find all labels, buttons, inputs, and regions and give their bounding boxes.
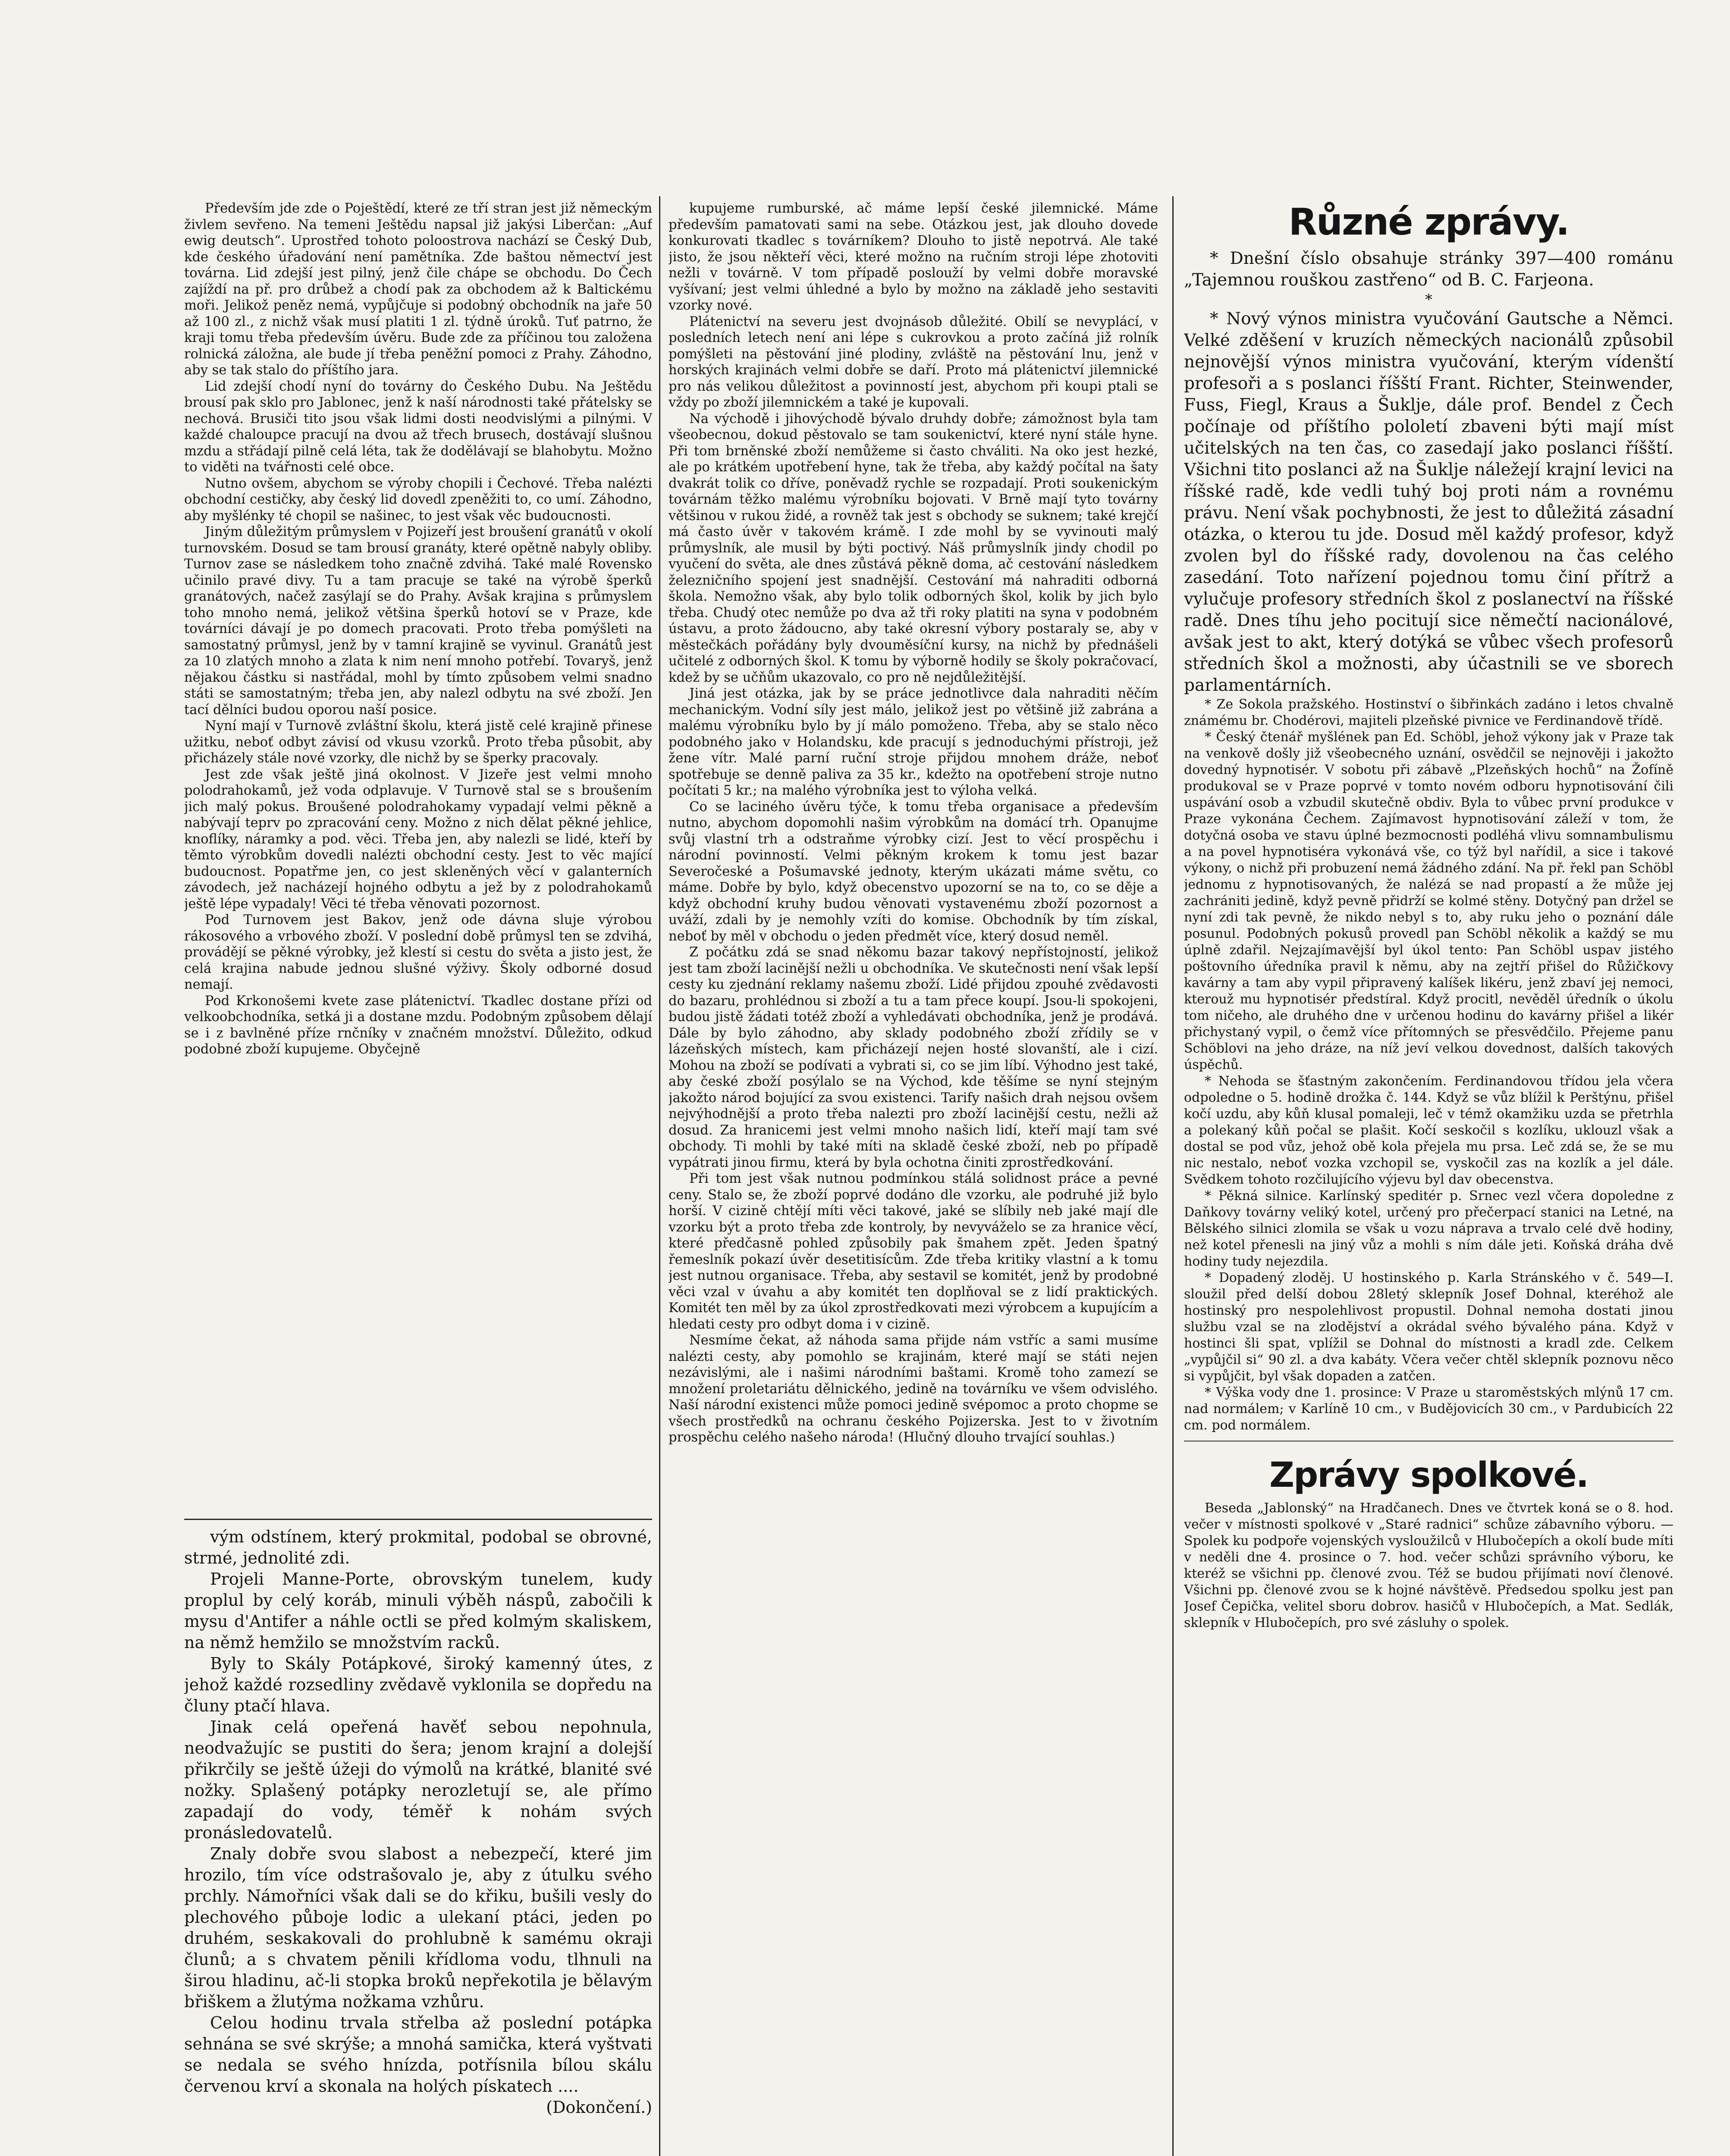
news-item: * Dnešní číslo obsahuje stránky 397—400 románu „Tajemnou rouškou zastřeno“ od B. C. Farjeona. xyxy=(1184,249,1673,290)
feuilleton-column xyxy=(184,1526,652,2156)
paragraph: Co se laciného úvěru týče, k tomu třeba organisace a především nutno, abychom dopomohli našim výrobkům na domácí trh. Opanujme svůj vlastní trh a odstraňme výrobky cizí. Jest to věcí prospěchu i národní povinností. Velmi pěkným krokem k tomu jest bazar Severočeské a Pošumavské jednoty, kterým ukázati máme světu, co máme. Dobře by bylo, když obecenstvo upozorní se na to, co se děje a když obchodní kruhy budou věnovati vystavenému zboží pozornost a uváží, zdali by je nemohly vzíti do komise. Obchodník by tím získal, neboť by měl v obchodu o jeden předmět více, který dosud neměl. xyxy=(669,799,1158,944)
continuation-note: (Dokončení.) xyxy=(546,2098,652,2117)
paragraph: vým odstínem, který prokmital, podobal se obrovné, strmé, jednolité zdi. xyxy=(184,1527,652,1567)
separator-star: * xyxy=(1425,291,1432,308)
paragraph: Jiným důležitým průmyslem v Pojizeří jest broušení granátů v okolí turnovském. Dosud se tam brousí granáty, které opětně nabyly obliby. Turnov zase se následkem toho značně zdvihá. Také malé Rovensko učinilo pravé divy. Tu a tam pracuje se také na výrobě šperků granátových, načež zasýlají se do Prahy. Avšak krajina s průmyslem toho mnoho nemá, jelikož většina šperků hotoví se v Praze, kde továrníci dávají je po domech pracovati. Proto třeba pomýšleti na samostatný průmysl, jenž by v tamní krajině se vyvinul. Granátů jest za 10 zlatých mnoho a zlata k nim není mnoho potřebí. Tovaryš, jenž nějakou částku si nastřádal, mohl by tímto způsobem velmi snadno státi se samostatným; třeba jen, aby nalezl odbytu na své zboží. Jen tací dělníci budou oporou naší posice. xyxy=(184,524,652,718)
paragraph: Znaly dobře svou slabost a nebezpečí, které jim hrozilo, tím více odstrašovalo je, aby z útulku svého prchly. Námořníci však dali se do křiku, bušili vesly do plechového půboje lodic a ulekaní ptáci, jeden po druhém, seskakovali do prohlubně k samému okraji člunů; a s chvatem pěnili křídloma vodu, tlhnuli na širou hladinu, ač-li stopka broků nepřekotila je bělavým břiškem a žlutýma nožkama vzhůru. xyxy=(184,1844,652,2011)
news-item: * Český čtenář myšlének pan Ed. Schöbl, jehož výkony jak v Praze tak na venkově došly již všeobecného uznání, osvědčil se nejnověji i jakožto dovedný hypnotisér. V sobotu při zábavě „Plzeňských hochů“ na Žofíně produkoval se v Praze poprvé v tomto novém odboru hypnotisování čili uspávání osob a vzbudil skutečně obdiv. Byla to vůbec první produkce v Praze vykonána Čechem. Zajímavost hypnotisování záleží v tom, že dotyčná osoba ve stavu úplné bezmocnosti podléhá vlivu somnambulismu a na povel hypnotiséra vykonává vše, co týž byl nařídil, a sice i takové výkony, o nichž při probuzení nemá žádného zdání. Na př. řekl pan Schöbl jednomu z hypnotisovaných, že nalézá se nad propastí a že může jej zachrániti jedině, když pevně přidrží se kolmé stěny. Dotyčný pan držel se nyní zdi tak pevně, že nikdo nebyl s to, aby ruku jeho o poznání dále posunul. Podobných pokusů provedl pan Schöbl několik a každý se mu úplně zdařil. Nejzajímavější byl úkol tento: Pan Schöbl uspav jistého poštovního úředníka pravil k němu, aby na zejtří přišel do Růžičkovy kavárny a tam aby vypil připravený kalíšek likéru, jenž zbaví jej nemoci, kterouž mu hypnotisér předstíral. Když procitl, nevěděl úředník o úkolu tom ničeho, ale druhého dne v určenou hodinu do kavárny přišel a likér přichystaný vypil, o čemž více přítomných se přesvědčilo. Přejeme panu Schöblovi na jeho dráze, na níž jeví velkou dovednost, dalších takových úspěchů. xyxy=(1184,730,1673,1072)
paragraph: Při tom jest však nutnou podmínkou stálá solidnost práce a pevné ceny. Stalo se, že zboží poprvé dodáno dle vzorku, ale podruhé již bylo horší. V cizině chtějí míti věci takové, jaké se slíbily neb jaké mají dle vzorku být a proto třeba zde kontroly, by nevyváželo se za hranice věcí, které předčasně pohled způsobily pak šmahem zpět. Jeden špatný řemeslník pokazí úvěr desetitisícům. Zde třeba kritiky vlastní a k tomu jest nutnou organisace. Třeba, aby sestavil se komitét, jenž by prodobné věci vzal v úvahu a aby komitét ten doplňoval se z lidí praktických. Komitét ten měl by za úkol zprostředkovati mezi výrobcem a kupujícím a hledati cesty pro odbyt doma i v cizině. xyxy=(669,1171,1158,1332)
column-divider-left xyxy=(659,196,660,2156)
news-item: * Ze Sokola pražského. Hostinství o šibřinkách zadáno i letos chvalně známému br. Chodérovi, majiteli plzeňské pivnice ve Ferdinandově třídě. xyxy=(1184,697,1673,728)
paragraph: Na východě i jihovýchodě bývalo druhdy dobře; zámožnost byla tam všeobecnou, dokud pěstovalo se tam soukenictví, které nyní stále hyne. Při tom brněnské zboží nemůžeme si často chváliti. Na oko jest hezké, ale po krátkém upotřebení hyne, tak že třeba, aby každý počítal na šaty dvakrát tolik co dříve, poněvadž rychle se rozpadají. Proti soukenickým továrnám těžko malému výrobníku bojovati. V Brně mají tyto továrny většinou v rukou židé, a rovněž tak jest s obchody se suknem; také krejčí má často úvěr v takovém krámě. I zde mohl by se vyvinouti malý průmyslník, ale musil by býti poctivý. Náš průmyslník jindy chodil po vyučení do světa, ale dnes zůstává pěkně doma, ač cestování následkem železničního spojení jest snadnější. Cestování má nahraditi odborná škola. Nemožno však, aby bylo tolik odborných škol, kolik by jich bylo třeba. Chudý otec nemůže po dva až tři roky platiti na syna v podobném ústavu, a proto žádoucno, aby také okresní výbory postaraly se, aby v městečkách pořádány byly dvouměsíční kursy, na nichž by přednášeli učitelé z odborných škol. K tomu by výborně hodily se školy pokračovací, kdež by se učňům ukazovalo, co pro ně nejdůležitější. xyxy=(669,411,1158,685)
paragraph: Lid zdejší chodí nyní do továrny do Českého Dubu. Na Ještědu brousí pak sklo pro Jablonec, jenž k naší národnosti také přátelsky se nechová. Brusiči tito jsou však lidmi dosti neodvislými a pilnými. V každé chaloupce pracují na dvou až třech brusech, dostávají slušnou mzdu a střádají pilně celá léta, tak že dodělávají se blahobytu. Možno to viděti na tvářnosti celé obce. xyxy=(184,379,652,475)
news-item: * Výška vody dne 1. prosince: V Praze u staroměstských mlýnů 17 cm. nad normálem; v Karlíně 10 cm., v Budějovicích 30 cm., v Pardubicích 22 cm. pod normálem. xyxy=(1184,1385,1673,1433)
paragraph: Z počátku zdá se snad někomu bazar takový nepřístojností, jelikož jest tam zboží lacinější nežli u obchodníka. Ve skutečnosti není však lepší cesty ku zjednání reklamy našemu zboží. Lidé přijdou zpouhé zvědavosti do bazaru, prohlédnou si zboží a tu a tam přece koupí. Jsou-li spokojeni, budou jistě žádati totéž zboží a vyhledávati obchodníka, jenž je prodává. Dále by bylo záhodno, aby sklady podobného zboží zřídily se v lázeňských místech, kam přicházejí nejen hosté slovanští, ale i cizí. Mohou na zboží se podívati a vybrati si, co se jim líbí. Výhodno jest také, aby české zboží posýlalo se na Východ, kde těšíme se nyní stejným jakožto národ bojující za svou existenci. Tarify našich drah nejsou ovšem nejvýhodnější a proto třeba nalezti pro zboží lacinější cestu, nežli až dosud. Za hranicemi jest velmi mnoho našich lidí, kteří mají tam své obchody. Ti mohli by také míti na skladě české zboží, neb po případě vypátrati jinou firmu, která by byla ochotna činiti zprostředkování. xyxy=(669,945,1158,1170)
news-lead xyxy=(1184,248,1673,696)
paragraph: Jiná jest otázka, jak by se práce jednotlivce dala nahraditi něčím mechanickým. Vodní síly jest málo, jelikož jest po většině již zabrána a malému výrobníku bylo by jí málo pomoženo. Třeba, aby se stalo něco podobného jako v Holandsku, kde pracují s jednoduchými přístroji, jež žene vítr. Malé parní ruční stroje přijdou mnohem dráže, neboť spotřebuje se denně paliva za 35 kr., kdežto na opotřebení stroje nutno počítati 5 kr.; na malého výrobníka jest to výloha velká. xyxy=(669,686,1158,798)
paragraph: Celou hodinu trvala střelba až poslední potápka sehnána se své skrýše; a mnohá samička, která vyštvati se nedala se svého hnízda, potřísnila bílou skálu červenou krví a skonala na holých pískatech .... xyxy=(184,2013,652,2096)
section-rule xyxy=(1184,1441,1673,1442)
section-heading-news: Různé zprávy. xyxy=(1288,201,1569,244)
column-1 xyxy=(184,201,652,1520)
news-item: * Pěkná silnice. Karlínský speditér p. Srnec vezl včera dopoledne z Daňkovy továrny veliký kotel, určený pro přečerpací stanici na Letné, na Bělského silnici zlomila se však u vozu náprava a trvalo celé dvě hodiny, než kotel přenesli na jiný vůz a mohli s ním dále jeti. Koňská dráha dvě hodiny tudy nejezdila. xyxy=(1184,1188,1673,1269)
paragraph: kupujeme rumburské, ač máme lepší české jilemnické. Máme především pamatovati sami na sebe. Otázkou jest, jak dlouho dovede konkurovati tkadlec s továrníkem? Dlouho to jistě nepotrvá. Ale také jisto, že jsou někteří věci, které možno na ručním stroji lépe zhotoviti nežli v továrně. V tom případě poslouží by velmi dobře moravské vyšívaní; jest velmi úhledné a bylo by možno na základě jeho sestaviti vzorky nové. xyxy=(669,201,1158,313)
section-heading-clubs: Zprávy spolkové. xyxy=(1269,1455,1588,1495)
news-item: * Nový výnos ministra vyučování Gautsche a Němci. Velké zděšení v kruzích německých nacionálů způsobil nejnovější výnos ministra vyučování, kterým vídenští profesoři a s poslanci říšští Frant. Richter, Steinwender, Fuss, Fiegl, Kraus a Šuklje, dále prof. Bendel z Čech počínaje od příštího pololetí zbaveni býti mají míst učitelských na ten čas, co zasedají jako poslanci říšští. Všichni tito poslanci až na Šuklje náležejí krajní levici na říšské radě, kde vedli tuhý boj proti nám a rovnému právu. Není však pochybnosti, že jest to důležitá zásadní otázka, o kterou tu jde. Dosud měl každý profesor, když zvolen byl do říšské rady, dovolenou na čas celého zasedání. Toto nařízení pojednou tomu činí přítrž a vylučuje profesory středních škol z poslanectví na říšské radě. Dnes tíhu jeho pocitují sice němečtí nacionálové, avšak jest to akt, který dotýká se vůbec všech profesorů středních škol a možnosti, aby účastnili se ve sborech parlamentárních. xyxy=(1184,309,1673,695)
news-list xyxy=(1184,696,1673,1434)
paragraph: Jinak celá opeřená havěť sebou nepohnula, neodvažujíc se pustiti do šera; jenom krajní a dolejší přikrčily se ještě úžeji do výmolů na krátké, blanité své nožky. Splašený potápky nerozletují se, ale přímo zapadají do vody, téměř k nohám svých pronásledovatelů. xyxy=(184,1717,652,1842)
paragraph: Projeli Manne-Porte, obrovským tunelem, kudy proplul by celý koráb, minuli výběh náspů, zabočili k mysu d'Antifer a náhle octli se před kolmým skaliskem, na němž hemžilo se množstvím racků. xyxy=(184,1570,652,1652)
column-2 xyxy=(669,201,1158,2156)
paragraph: Byly to Skály Potápkové, široký kamenný útes, z jehož každé rozsedliny zvědavě vyklonila se dopředu na čluny ptačí hlava. xyxy=(184,1654,652,1715)
paragraph: Plátenictví na severu jest dvojnásob důležité. Obilí se nevyplácí, v posledních letech není ani lépe s cukrovkou a proto začíná již rolník pomýšleti na pěstování jiné plodiny, zvláště na pěstování lnu, jenž v horských krajinách velmi dobře se daří. Proto má plátenictví jilemnické pro nás velikou důležitost a povinností jest, abychom při koupi ptali se vždy po zboží jilemnickém a také je kupovali. xyxy=(669,314,1158,410)
paragraph: Nyní mají v Turnově zvláštní školu, která jistě celé krajině přinese užitku, neboť odbyt závisí od vkusu vzorků. Proto třeba působit, aby přicházely stále nové vzorky, dle nichž by se šperky pracovaly. xyxy=(184,718,652,766)
paragraph: Nesmíme čekat, až náhoda sama přijde nám vstříc a sami musíme nalézti cesty, aby pomohlo se krajinám, které mají se státi nejen nezávislými, ale i našimi národními baštami. Kromě toho zamezí se množení proletariátu dělnického, jedině na továrníku ve všem odvislého. Naší národní existenci může pomoci jedině svépomoc a proto chopme se všech prostředků na ochranu českého Pojizerska. Jest to v životním prospěchu celého našeho národa! (Hlučný dlouho trvající souhlas.) xyxy=(669,1333,1158,1445)
clubs-list xyxy=(1184,1500,1673,1631)
column-divider-right xyxy=(1172,196,1174,2156)
paragraph: Nutno ovšem, abychom se výroby chopili i Čechové. Třeba nalézti obchodní cestičky, aby český lid dovedl zpeněžiti to, co umí. Záhodno, aby myšlénky té chopil se našinec, to jest však věc budoucnosti. xyxy=(184,476,652,523)
news-item: * Nehoda se šťastným zakončením. Ferdinandovou třídou jela včera odpoledne o 5. hodině drožka č. 144. Když se vůz blížil k Perštýnu, přišel kočí uzdu, aby kůň klusal pomaleji, leč v témž okamžiku uzda se přetrhla a polekaný kůň počal se plašit. Kočí seskočil s kozlíku, uklouzl však a dostal se pod vůz, jehož obě kola přejela mu prsa. Leč zdá se, že se mu nic nestalo, neboť vozka vzchopil se, vyskočil zas na kozlík a jel dále. Svědkem tohoto rozčilujícího výjevu byl dav obecenstva. xyxy=(1184,1074,1673,1187)
club-item: Beseda „Jablonský“ na Hradčanech. Dnes ve čtvrtek koná se o 8. hod. večer v místnosti spolkové v „Staré radnici“ schůze zábavního výboru. — Spolek ku podpoře vojenských vysloužilců v Hlubočepích a okolí bude míti v neděli dne 4. prosince o 7. hod. večer schůzi správního výboru, ke kteréž se všichni pp. členové zvou. Též se budou přijímati noví členové. Všichni pp. členové zvou se k hojné návštěvě. Předsedou spolku jest pan Josef Čepička, velitel sboru dobrov. hasičů v Hlubočepích, a Mat. Sedlák, sklepník v Hlubočepích, pro své zásluhy o spolek. xyxy=(1184,1501,1673,1630)
news-item: * Dopadený zloděj. U hostinského p. Karla Stránského v č. 549—I. sloužil před delší dobou 28letý sklepník Josef Dohnal, kteréhož ale hostinský pro nespolehlivost propustil. Dohnal nemoha dostati jinou službu vzal se na zlodějství a okrádal svého bývalého pána. Když v hostinci šli spat, vplížil se Dohnal do místnosti a kradl zde. Celkem „vypůjčil si“ 90 zl. a dva kabáty. Včera večer chtěl sklepník poznovu něco si vypůjčit, byl však dopaden a zatčen. xyxy=(1184,1270,1673,1384)
paragraph: Pod Krkonošemi kvete zase plátenictví. Tkadlec dostane přízi od velkoobchodníka, setká ji a dostane mzdu. Podobným způsobem dělají se i z bavlněné příze rnčníky v značném množství. Důležito, odkud podobné zboží kupujeme. Obyčejně xyxy=(184,993,652,1057)
paragraph: Jest zde však ještě jiná okolnost. V Jizeře jest velmi mnoho polodrahokamů, jež voda odplavuje. V Turnově stal se s broušením jich malý pokus. Broušené polodrahokamy vypadají velmi pěkně a nabývají teprv po zpracování ceny. Možno z nich dělat pěkné jehlice, knoflíky, náramky a pod. věci. Třeba jen, aby nalezli se lidé, kteří by těmto výrobkům dovedli nalézti obchodní cesty. Jest to věc mající budoucnost. Popatřme jen, co jest skleněných věcí v galanterních závodech, jež nacházejí hojného odbytu a jež by z polodrahokamů ještě lépe vypadaly! Věci té třeba věnovati pozornost. xyxy=(184,767,652,912)
column-3 xyxy=(1184,201,1673,2156)
paragraph: Pod Turnovem jest Bakov, jenž ode dávna sluje výrobou rákosového a vrbového zboží. V poslední době průmysl ten se zdvihá, provádějí se pěkné výrobky, jež klestí si cestu do světa a jisto jest, že celá krajina nabude jednou slušné výživy. Školy odborné dosud nemají. xyxy=(184,912,652,992)
paragraph: Především jde zde o Poještědí, které ze tří stran jest již německým živlem sevřeno. Na temeni Ještědu napsal již jakýsi Liberčan: „Auf ewig deutsch“. Uprostřed tohoto poloostrova nachází se Český Dub, kde českého úřadování není pamětníka. Zde baštou němectví jest továrna. Lid zdejší jest pilný, jenž čile chápe se obchodu. Do Čech zajíždí na př. pro drůbež a chodí pak za obchodem až k Baltickému moři. Jelikož peněz nemá, vypůjčuje si podobný obchodník na jaře 50 až 100 zl., z nichž však musí platiti 1 zl. týdně úroků. Tuť patrno, že kraji tomu třeba především úvěru. Bude zde za příčinou tou založena rolnická záložna, ale bude jí třeba peněžní pomoci z Prahy. Záhodno, aby se tak stalo do příštího jara. xyxy=(184,201,652,378)
